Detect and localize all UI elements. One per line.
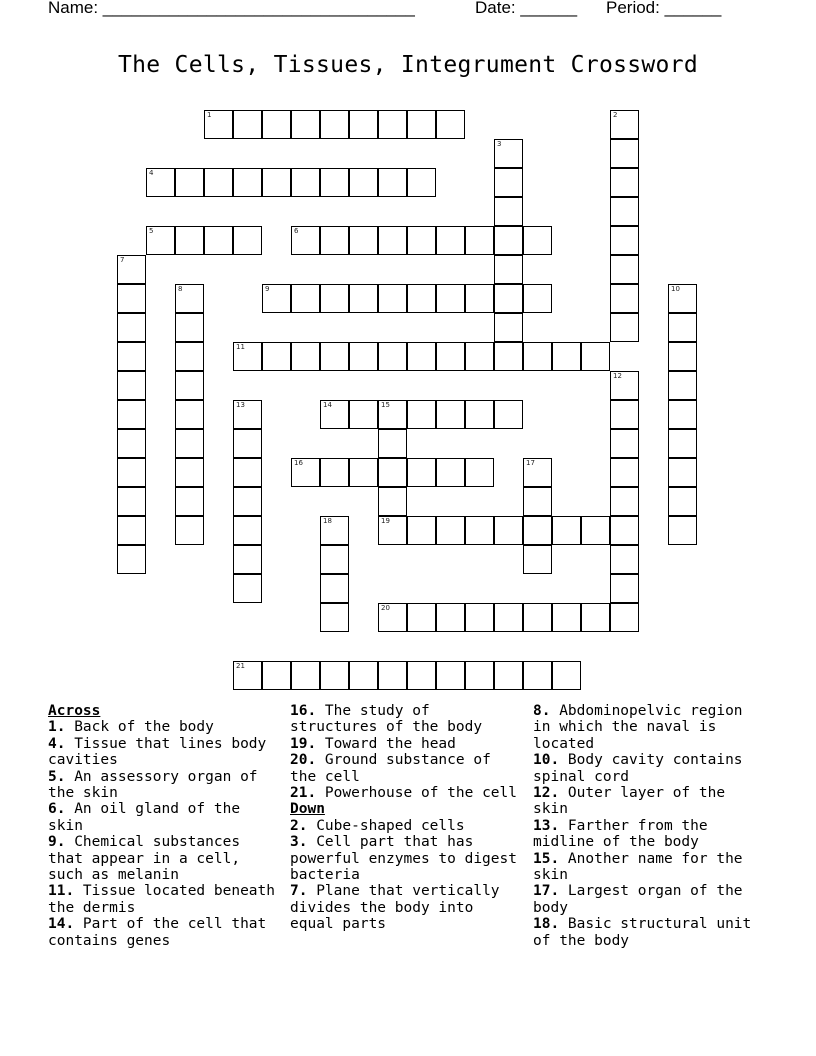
clue-text: Ground substance of the cell <box>290 752 491 785</box>
grid-cell[interactable] <box>407 110 436 139</box>
grid-cell[interactable] <box>407 603 436 632</box>
grid-cell[interactable] <box>175 429 204 458</box>
grid-cell[interactable] <box>233 168 262 197</box>
grid-cell[interactable] <box>610 574 639 603</box>
grid-cell[interactable] <box>610 313 639 342</box>
grid-cell[interactable] <box>610 197 639 226</box>
grid-cell[interactable] <box>523 342 552 371</box>
clue-item <box>48 916 278 949</box>
grid-cell[interactable] <box>610 458 639 487</box>
grid-cell[interactable] <box>175 342 204 371</box>
grid-cell[interactable] <box>117 516 146 545</box>
grid-cell[interactable] <box>117 284 146 313</box>
grid-cell[interactable] <box>349 110 378 139</box>
grid-cell[interactable] <box>262 661 291 690</box>
grid-cell[interactable] <box>291 226 320 255</box>
clue-item <box>48 769 278 802</box>
clue-number-label: 21 <box>236 662 245 670</box>
grid-cell[interactable] <box>262 110 291 139</box>
grid-cell[interactable] <box>117 458 146 487</box>
clue-item <box>533 785 768 818</box>
clue-number: 4. <box>48 735 66 752</box>
grid-cell[interactable] <box>436 400 465 429</box>
clue-item <box>290 834 525 883</box>
grid-cell[interactable] <box>523 458 552 487</box>
grid-cell[interactable] <box>349 458 378 487</box>
grid-cell[interactable] <box>320 603 349 632</box>
clue-text: Largest organ of the body <box>533 883 743 916</box>
clue-item <box>533 752 768 785</box>
clue-number: 20. <box>290 752 317 769</box>
clue-text: Cell part that has powerful enzymes to digest bacteria <box>290 834 517 884</box>
clue-number: 11. <box>48 883 75 900</box>
grid-cell[interactable] <box>117 371 146 400</box>
grid-cell[interactable] <box>233 110 262 139</box>
clue-item <box>290 703 525 736</box>
clue-text: The study of structures of the body <box>290 703 483 736</box>
grid-cell[interactable] <box>175 516 204 545</box>
grid-cell[interactable] <box>610 255 639 284</box>
clues-column-3 <box>533 703 768 949</box>
grid-cell[interactable] <box>494 342 523 371</box>
grid-cell[interactable] <box>175 284 204 313</box>
clue-text: Back of the body <box>65 719 214 736</box>
clue-number-label: 12 <box>613 372 622 380</box>
grid-cell[interactable] <box>262 168 291 197</box>
grid-cell[interactable] <box>465 516 494 545</box>
grid-cell[interactable] <box>407 226 436 255</box>
grid-cell[interactable] <box>610 284 639 313</box>
clue-number: 19. <box>290 735 317 752</box>
clue-text: Powerhouse of the cell <box>316 785 517 802</box>
grid-cell[interactable] <box>523 516 552 545</box>
clue-item <box>290 752 525 785</box>
clue-number: 7. <box>290 883 308 900</box>
grid-cell[interactable] <box>349 400 378 429</box>
grid-cell[interactable] <box>378 342 407 371</box>
grid-cell[interactable] <box>233 574 262 603</box>
section-heading: Across <box>48 703 101 719</box>
clue-item <box>48 719 278 735</box>
grid-cell[interactable] <box>233 458 262 487</box>
grid-cell[interactable] <box>610 487 639 516</box>
clue-item <box>533 883 768 916</box>
grid-cell[interactable] <box>320 400 349 429</box>
grid-cell[interactable] <box>291 458 320 487</box>
grid-cell[interactable] <box>610 545 639 574</box>
clue-text: Body cavity contains spinal cord <box>533 752 743 785</box>
clue-item <box>533 916 768 949</box>
grid-cell[interactable] <box>436 284 465 313</box>
grid-cell[interactable] <box>668 429 697 458</box>
clue-number: 5. <box>48 768 66 785</box>
clue-number: 1. <box>48 719 66 736</box>
clues-column-1 <box>48 703 278 949</box>
grid-cell[interactable] <box>320 458 349 487</box>
grid-cell[interactable] <box>552 516 581 545</box>
grid-cell[interactable] <box>465 458 494 487</box>
clue-number: 15. <box>533 850 560 867</box>
grid-cell[interactable] <box>668 487 697 516</box>
grid-cell[interactable] <box>436 603 465 632</box>
grid-cell[interactable] <box>233 429 262 458</box>
grid-cell[interactable] <box>233 661 262 690</box>
grid-cell[interactable] <box>320 545 349 574</box>
grid-cell[interactable] <box>610 139 639 168</box>
period-field[interactable]: Period: ______ <box>606 0 722 17</box>
grid-cell[interactable] <box>494 168 523 197</box>
grid-cell[interactable] <box>407 168 436 197</box>
grid-cell[interactable] <box>175 458 204 487</box>
grid-cell[interactable] <box>349 226 378 255</box>
grid-cell[interactable] <box>523 661 552 690</box>
grid-cell[interactable] <box>610 400 639 429</box>
grid-cell[interactable] <box>581 603 610 632</box>
grid-cell[interactable] <box>175 487 204 516</box>
grid-cell[interactable] <box>204 110 233 139</box>
grid-cell[interactable] <box>117 545 146 574</box>
grid-cell[interactable] <box>175 400 204 429</box>
grid-cell[interactable] <box>320 110 349 139</box>
grid-cell[interactable] <box>378 110 407 139</box>
grid-cell[interactable] <box>117 400 146 429</box>
grid-cell[interactable] <box>146 168 175 197</box>
grid-cell[interactable] <box>581 342 610 371</box>
grid-cell[interactable] <box>117 487 146 516</box>
grid-cell[interactable] <box>204 226 233 255</box>
grid-cell[interactable] <box>378 168 407 197</box>
clue-number: 13. <box>533 817 560 834</box>
grid-cell[interactable] <box>494 255 523 284</box>
clue-number: 2. <box>290 817 308 834</box>
grid-cell[interactable] <box>436 342 465 371</box>
grid-cell[interactable] <box>523 226 552 255</box>
grid-cell[interactable] <box>117 255 146 284</box>
grid-cell[interactable] <box>233 342 262 371</box>
clue-text: An oil gland of the skin <box>48 801 241 834</box>
clue-item <box>48 801 278 834</box>
grid-cell[interactable] <box>117 313 146 342</box>
grid-cell[interactable] <box>291 342 320 371</box>
clue-number-label: 4 <box>149 169 154 177</box>
clue-number: 14. <box>48 916 75 933</box>
clue-text: An assessory organ of the skin <box>48 768 258 802</box>
clue-item <box>290 785 525 801</box>
clue-number-label: 8 <box>178 285 183 293</box>
grid-cell[interactable] <box>465 284 494 313</box>
clues-column-2 <box>290 703 525 933</box>
page-title: The Cells, Tissues, Integrument Crossword <box>117 52 699 78</box>
clue-item <box>290 736 525 752</box>
clue-number-label: 14 <box>323 401 332 409</box>
grid-cell[interactable] <box>494 197 523 226</box>
clue-number: 9. <box>48 834 66 851</box>
grid-cell[interactable] <box>378 516 407 545</box>
grid-cell[interactable] <box>378 458 407 487</box>
grid-cell[interactable] <box>320 168 349 197</box>
grid-cell[interactable] <box>117 429 146 458</box>
grid-cell[interactable] <box>668 313 697 342</box>
grid-cell[interactable] <box>523 545 552 574</box>
clue-text: Tissue that lines body cavities <box>48 735 267 769</box>
clue-item <box>533 818 768 851</box>
grid-cell[interactable] <box>407 516 436 545</box>
clue-item <box>290 883 525 932</box>
grid-cell[interactable] <box>233 400 262 429</box>
grid-cell[interactable] <box>378 603 407 632</box>
grid-cell[interactable] <box>320 574 349 603</box>
clue-number-label: 1 <box>207 111 212 119</box>
clue-number-label: 10 <box>671 285 680 293</box>
grid-cell[interactable] <box>175 168 204 197</box>
grid-cell[interactable] <box>233 545 262 574</box>
grid-cell[interactable] <box>320 226 349 255</box>
clue-item <box>290 818 525 834</box>
grid-cell[interactable] <box>523 284 552 313</box>
grid-cell[interactable] <box>291 168 320 197</box>
clue-text: Farther from the midline of the body <box>533 817 708 851</box>
grid-cell[interactable] <box>320 284 349 313</box>
clue-number: 21. <box>290 785 317 802</box>
grid-cell[interactable] <box>320 661 349 690</box>
grid-cell[interactable] <box>378 661 407 690</box>
grid-cell[interactable] <box>465 603 494 632</box>
grid-cell[interactable] <box>233 516 262 545</box>
grid-cell[interactable] <box>320 342 349 371</box>
grid-cell[interactable] <box>175 226 204 255</box>
grid-cell[interactable] <box>494 313 523 342</box>
grid-cell[interactable] <box>407 284 436 313</box>
grid-cell[interactable] <box>494 603 523 632</box>
grid-cell[interactable] <box>494 661 523 690</box>
clue-number: 8. <box>533 703 551 719</box>
grid-cell[interactable] <box>552 603 581 632</box>
clue-number-label: 7 <box>120 256 125 264</box>
grid-cell[interactable] <box>349 661 378 690</box>
grid-cell[interactable] <box>668 342 697 371</box>
grid-cell[interactable] <box>610 110 639 139</box>
grid-cell[interactable] <box>349 168 378 197</box>
clue-number-label: 20 <box>381 604 390 612</box>
clue-text: Outer layer of the skin <box>533 785 726 818</box>
clue-text: Basic structural unit of the body <box>533 916 752 949</box>
grid-cell[interactable] <box>117 342 146 371</box>
clue-number: 18. <box>533 916 560 933</box>
grid-cell[interactable] <box>610 603 639 632</box>
grid-cell[interactable] <box>204 168 233 197</box>
clue-item <box>533 703 768 752</box>
clue-number: 3. <box>290 834 308 851</box>
name-field[interactable]: Name: _________________________________ <box>48 0 415 17</box>
clue-number-label: 9 <box>265 285 270 293</box>
grid-cell[interactable] <box>581 516 610 545</box>
clue-item <box>48 736 278 769</box>
clue-number: 17. <box>533 883 560 900</box>
clue-text: Cube-shaped cells <box>307 817 465 834</box>
clue-number-label: 19 <box>381 517 390 525</box>
grid-cell[interactable] <box>494 516 523 545</box>
grid-cell[interactable] <box>349 284 378 313</box>
clue-number: 10. <box>533 752 560 769</box>
grid-cell[interactable] <box>523 487 552 516</box>
grid-cell[interactable] <box>668 284 697 313</box>
clue-number-label: 3 <box>497 140 502 148</box>
clue-text: Part of the cell that contains genes <box>48 916 267 949</box>
clue-item <box>533 851 768 884</box>
grid-cell[interactable] <box>436 226 465 255</box>
grid-cell[interactable] <box>320 516 349 545</box>
clue-item <box>48 834 278 883</box>
clue-text: Tissue located beneath the dermis <box>48 883 275 916</box>
grid-cell[interactable] <box>436 458 465 487</box>
grid-cell[interactable] <box>552 661 581 690</box>
grid-cell[interactable] <box>494 139 523 168</box>
grid-cell[interactable] <box>465 661 494 690</box>
grid-cell[interactable] <box>146 226 175 255</box>
clue-number: 6. <box>48 801 66 818</box>
grid-cell[interactable] <box>407 458 436 487</box>
clue-number-label: 13 <box>236 401 245 409</box>
grid-cell[interactable] <box>494 400 523 429</box>
grid-cell[interactable] <box>494 284 523 313</box>
grid-cell[interactable] <box>378 226 407 255</box>
grid-cell[interactable] <box>668 458 697 487</box>
grid-cell[interactable] <box>233 226 262 255</box>
section-heading: Down <box>290 801 325 818</box>
grid-cell[interactable] <box>523 603 552 632</box>
grid-cell[interactable] <box>378 487 407 516</box>
grid-cell[interactable] <box>262 284 291 313</box>
grid-cell[interactable] <box>407 400 436 429</box>
grid-cell[interactable] <box>378 429 407 458</box>
date-field[interactable]: Date: ______ <box>475 0 578 17</box>
grid-cell[interactable] <box>291 284 320 313</box>
clue-item <box>48 883 278 916</box>
clue-text: Another name for the skin <box>533 850 743 884</box>
grid-cell[interactable] <box>494 226 523 255</box>
clue-number-label: 18 <box>323 517 332 525</box>
clue-text: Chemical substances that appear in a cell, such as melanin <box>48 834 241 884</box>
grid-cell[interactable] <box>465 400 494 429</box>
grid-cell[interactable] <box>436 516 465 545</box>
clue-number-label: 17 <box>526 459 535 467</box>
clue-number-label: 11 <box>236 343 245 351</box>
clue-text: Toward the head <box>316 735 456 752</box>
grid-cell[interactable] <box>610 371 639 400</box>
clue-number-label: 5 <box>149 227 154 235</box>
grid-cell[interactable] <box>668 400 697 429</box>
grid-cell[interactable] <box>668 371 697 400</box>
grid-cell[interactable] <box>291 110 320 139</box>
grid-cell[interactable] <box>465 226 494 255</box>
clue-number-label: 2 <box>613 111 618 119</box>
grid-cell[interactable] <box>378 400 407 429</box>
clue-number-label: 6 <box>294 227 299 235</box>
grid-cell[interactable] <box>610 516 639 545</box>
grid-cell[interactable] <box>349 342 378 371</box>
grid-cell[interactable] <box>291 661 320 690</box>
clue-number: 16. <box>290 703 317 719</box>
grid-cell[interactable] <box>610 226 639 255</box>
grid-cell[interactable] <box>465 342 494 371</box>
grid-cell[interactable] <box>552 342 581 371</box>
clue-text: Abdominopelvic region in which the naval is located <box>533 703 743 752</box>
grid-cell[interactable] <box>262 342 291 371</box>
grid-cell[interactable] <box>407 661 436 690</box>
grid-cell[interactable] <box>175 371 204 400</box>
clue-text: Plane that vertically divides the body into equal parts <box>290 883 500 933</box>
grid-cell[interactable] <box>668 516 697 545</box>
clue-number-label: 16 <box>294 459 303 467</box>
grid-cell[interactable] <box>233 487 262 516</box>
clue-number-label: 15 <box>381 401 390 409</box>
grid-cell[interactable] <box>436 661 465 690</box>
grid-cell[interactable] <box>407 342 436 371</box>
clue-number: 12. <box>533 785 560 802</box>
grid-cell[interactable] <box>436 110 465 139</box>
grid-cell[interactable] <box>175 313 204 342</box>
grid-cell[interactable] <box>610 168 639 197</box>
grid-cell[interactable] <box>610 429 639 458</box>
grid-cell[interactable] <box>378 284 407 313</box>
